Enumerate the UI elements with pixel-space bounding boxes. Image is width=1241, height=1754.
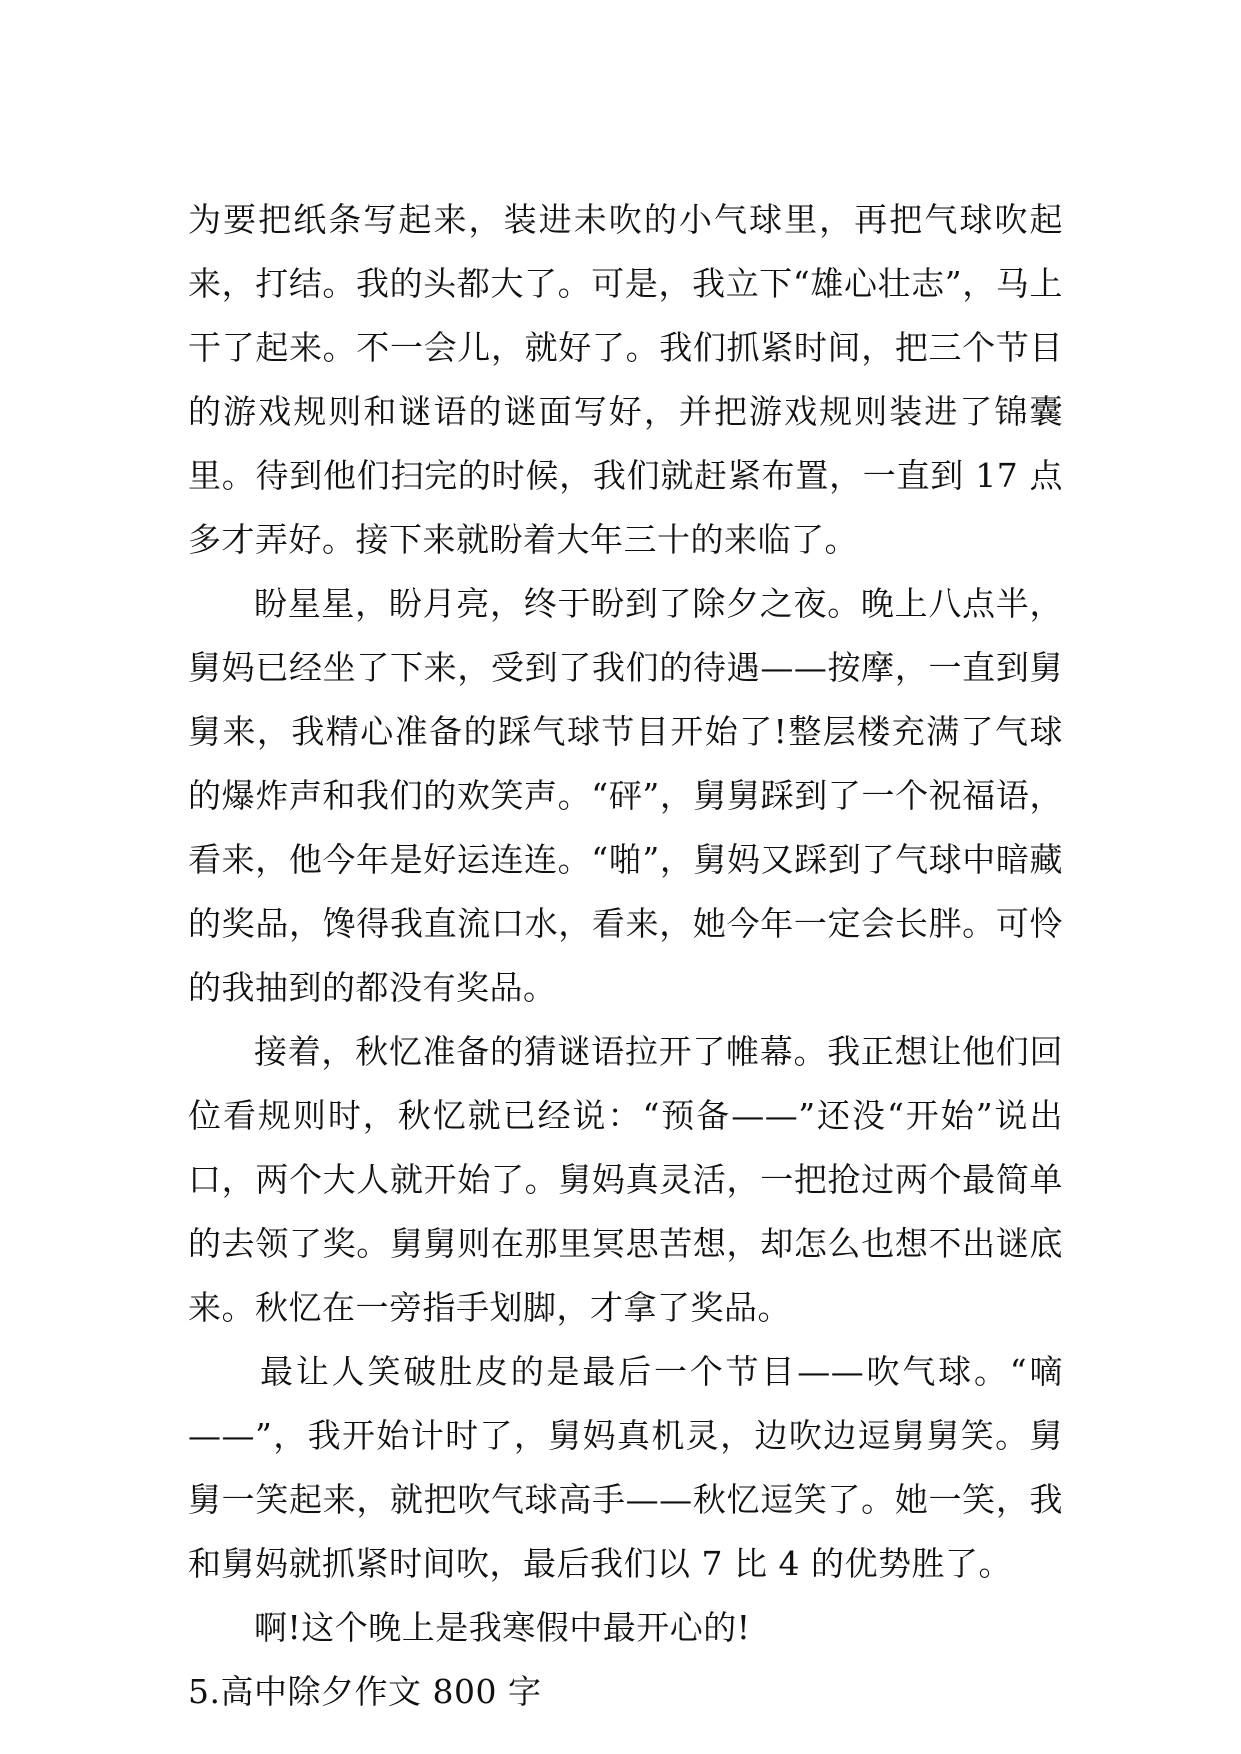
paragraph-4: 最让人笑破肚皮的是最后一个节目——吹气球。“嘀——”，我开始计时了，舅妈真机灵，边吹边逗舅舅笑。舅舅一笑起来，就把吹气球高手——秋忆逗笑了。她一笑，我和舅妈就抓紧时间吹，最后我们以 7 比 4 的优势胜了。 [188, 1352, 1063, 1583]
paragraph-1: 为要把纸条写起来，装进未吹的小气球里，再把气球吹起来，打结。我的头都大了。可是，我立下“雄心壮志”，马上干了起来。不一会儿，就好了。我们抓紧时间，把三个节目的游戏规则和谜语的谜面写好，并把游戏规则装进了锦囊里。待到他们扫完的时候，我们就赶紧布置，一直到 17 点多才弄好。接下来就盼着大年三十的来临了。 [188, 200, 1063, 559]
paragraph-5: 啊!这个晚上是我寒假中最开心的! [254, 1608, 751, 1647]
section-heading: 5.高中除夕作文 800 字 [188, 1672, 542, 1711]
document-body [188, 188, 1063, 1724]
paragraph-3: 接着，秋忆准备的猜谜语拉开了帷幕。我正想让他们回位看规则时，秋忆就已经说：“预备——”还没“开始”说出口，两个大人就开始了。舅妈真灵活，一把抢过两个最简单的去领了奖。舅舅则在那里冥思苦想，却怎么也想不出谜底来。秋忆在一旁指手划脚，才拿了奖品。 [188, 1032, 1063, 1327]
paragraph-2: 盼星星，盼月亮，终于盼到了除夕之夜。晚上八点半，舅妈已经坐了下来，受到了我们的待遇——按摩，一直到舅舅来，我精心准备的踩气球节目开始了!整层楼充满了气球的爆炸声和我们的欢笑声。“砰”，舅舅踩到了一个祝福语，看来，他今年是好运连连。“啪”，舅妈又踩到了气球中暗藏的奖品，馋得我直流口水，看来，她今年一定会长胖。可怜的我抽到的都没有奖品。 [188, 584, 1063, 1007]
